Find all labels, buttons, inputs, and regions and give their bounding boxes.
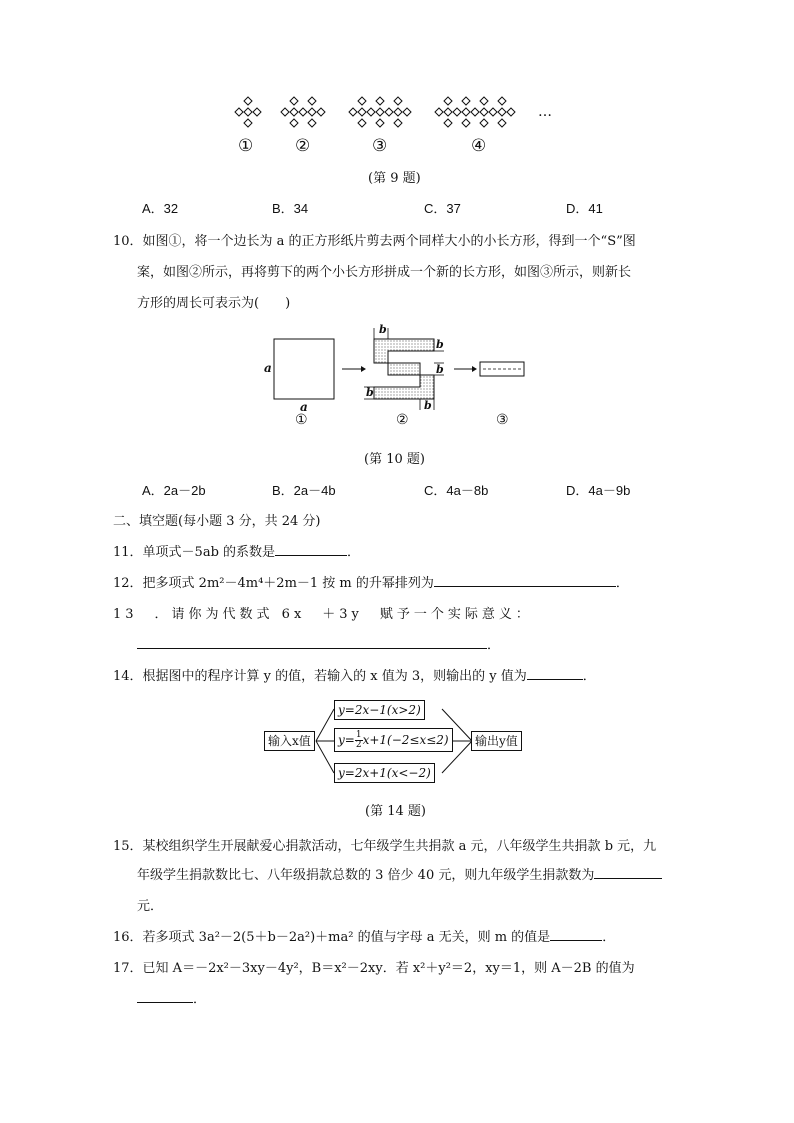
q11-answer-blank[interactable]: [275, 541, 347, 556]
square-shape: [274, 339, 334, 399]
q17-text-line1: 17．已知 A＝－2x²－3xy－4y²，B＝x²－2xy．若 x²＋y²＝2，xy＝1，则 A－2B 的值为: [113, 961, 635, 976]
q9-pattern-figure: [226, 92, 566, 132]
pattern-3: [349, 97, 411, 127]
q12-answer-blank[interactable]: [434, 572, 616, 587]
q14-branch2-prefix: y=: [338, 733, 355, 747]
q14-branch2-fraction: [355, 731, 363, 750]
q17-end: ．: [193, 992, 207, 1007]
q10-option-b: B．2a－4b: [272, 483, 336, 498]
q14-end: ．: [582, 669, 596, 684]
q9-option-c: C．37: [424, 201, 461, 216]
pattern-1: [235, 97, 261, 127]
q11-text: 11．单项式－5ab 的系数是: [113, 545, 276, 560]
q9-option-b: B．34: [272, 201, 309, 216]
q17-line2: [137, 988, 206, 1007]
q16-line: [113, 926, 615, 945]
q10-text-line1: 10．如图①，将一个边长为 a 的正方形纸片剪去两个同样大小的小长方形，得到一个“S”图: [113, 234, 636, 249]
s-shape: [374, 339, 434, 399]
q14-text: 14．根据图中的程序计算 y 的值，若输入的 x 值为 3，则输出的 y 值为: [113, 669, 527, 684]
q13-answer-blank[interactable]: [137, 634, 487, 649]
q10-label-b-bottom: b: [424, 399, 432, 412]
q14-frac-num: 1: [355, 730, 362, 740]
q9-label-3: ③: [372, 136, 388, 156]
q9-label-1: ①: [238, 136, 254, 156]
q9-label-2: ②: [295, 136, 311, 156]
q9-label-4: ④: [471, 136, 487, 156]
q10-label-a-side: a: [264, 361, 272, 375]
q15-text-line1: 15．某校组织学生开展献爱心捐款活动，七年级学生共捐款 a 元，八年级学生共捐款 b 元，九: [113, 839, 657, 854]
q11-end: ．: [347, 545, 361, 560]
q13-text: 13 ．请你为代数式 6x ＋3y 赋予一个实际意义：: [113, 607, 533, 622]
q14-line: [113, 665, 596, 684]
q15-answer-blank[interactable]: [594, 864, 662, 879]
q10-label-a-bottom: a: [300, 400, 308, 414]
q10-option-d: D．4a－9b: [566, 483, 631, 498]
q12-line: [113, 572, 629, 591]
q9-ellipsis: …: [538, 104, 552, 120]
new-rectangle: [480, 362, 524, 376]
q10-fig-label-2: ②: [396, 412, 409, 428]
q15-text-line3: 元．: [137, 899, 164, 914]
q16-text: 16．若多项式 3a²－2(5＋b－2a²)＋ma² 的值与字母 a 无关，则 m 的值是: [113, 930, 551, 945]
q10-fig-label-3: ③: [496, 412, 509, 428]
q10-label-b-left: b: [366, 386, 374, 399]
q13-line2: [137, 634, 500, 653]
q14-branch1-box: y=2x−1(x>2): [334, 700, 425, 720]
pattern-4: [435, 97, 515, 127]
q14-caption: (第 14 题): [365, 804, 426, 819]
q12-end: ．: [615, 576, 629, 591]
q14-frac-den: 2: [355, 740, 362, 750]
q14-branch2-suffix: x+1(−2≤x≤2): [362, 733, 449, 747]
q15-text-line2: 年级学生捐款数比七、八年级捐款总数的 3 倍少 40 元，则九年级学生捐款数为: [137, 868, 595, 883]
q16-answer-blank[interactable]: [550, 926, 602, 941]
q10-label-b-right1: b: [436, 338, 444, 351]
section2-title: 二、填空题(每小题 3 分，共 24 分): [113, 514, 321, 529]
q12-text: 12．把多项式 2m²－4m⁴＋2m－1 按 m 的升幂排列为: [113, 576, 434, 591]
q17-answer-blank[interactable]: [137, 988, 193, 1003]
q14-branch3-box: y=2x+1(x<−2): [334, 763, 435, 783]
q10-text-line2: 案，如图②所示，再将剪下的两个小长方形拼成一个新的长方形，如图③所示，则新长: [137, 265, 632, 280]
q10-option-c: C．4a－8b: [424, 483, 489, 498]
q9-caption: (第 9 题): [368, 171, 421, 186]
q14-input-box: 输入x值: [264, 731, 315, 751]
q14-branch2-box: [334, 728, 453, 752]
q10-fig-label-1: ①: [295, 412, 308, 428]
q10-option-a: A．2a－2b: [142, 483, 206, 498]
q13-end: ．: [487, 638, 501, 653]
q10-label-b-right2: b: [436, 363, 444, 376]
q9-option-a: A．32: [142, 201, 179, 216]
q10-caption: (第 10 题): [364, 452, 425, 467]
q14-output-box: 输出y值: [471, 731, 522, 751]
q9-option-d: D．41: [566, 201, 603, 216]
q14-answer-blank[interactable]: [527, 665, 583, 680]
q11-line: [113, 541, 360, 560]
q15-line2: [137, 864, 662, 883]
q10-text-line3: 方形的周长可表示为( ): [137, 296, 291, 311]
pattern-2: [281, 97, 325, 127]
q10-label-b-top: b: [379, 323, 387, 336]
q16-end: ．: [602, 930, 616, 945]
